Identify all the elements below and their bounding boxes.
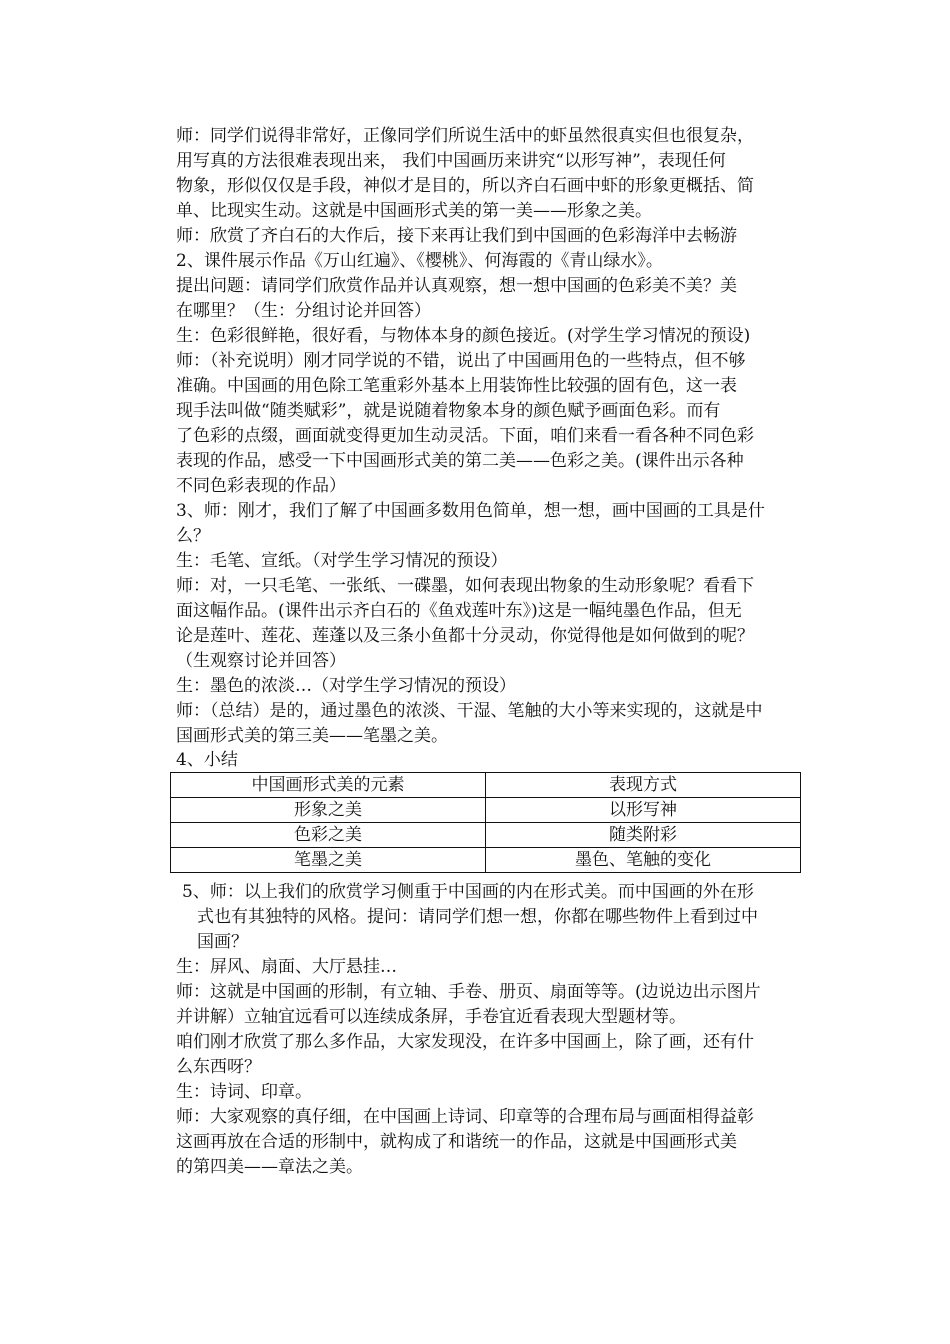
text-line: 么？ — [176, 526, 210, 546]
text-line: 师：对，一只毛笔、一张纸、一碟墨，如何表现出物象的生动形象呢？看看下 — [176, 576, 754, 596]
text-line: 的第四美——章法之美。 — [176, 1157, 363, 1177]
text-line: 师：（补充说明）刚才同学说的不错，说出了中国画用色的一些特点，但不够 — [176, 351, 746, 371]
text-line: 国画？ — [197, 932, 248, 952]
table-row — [171, 798, 801, 823]
table-header-cell: 中国画形式美的元素 — [171, 773, 486, 798]
text-line: 现手法叫做“随类赋彩”，就是说随着物象本身的颜色赋予画面色彩。而有 — [176, 401, 721, 421]
text-line: 物象，形似仅仅是手段，神似才是目的，所以齐白石画中虾的形象更概括、简 — [176, 176, 754, 196]
text-line: 国画形式美的第三美——笔墨之美。 — [176, 726, 448, 746]
text-line: 生：色彩很鲜艳，很好看，与物体本身的颜色接近。(对学生学习情况的预设) — [176, 326, 751, 346]
text-line: 师：同学们说得非常好，正像同学们所说生活中的虾虽然很真实但也很复杂， — [176, 126, 754, 146]
table-header-cell: 表现方式 — [486, 773, 801, 798]
text-line: 么东西呀？ — [176, 1057, 261, 1077]
text-line: 式也有其独特的风格。提问：请同学们想一想，你都在哪些物件上看到过中 — [197, 907, 758, 927]
text-line: 面这幅作品。(课件出示齐白石的《鱼戏莲叶东》)这是一幅纯墨色作品，但无 — [176, 601, 742, 621]
text-line: 论是莲叶、莲花、莲蓬以及三条小鱼都十分灵动，你觉得他是如何做到的呢？ — [176, 626, 754, 646]
text-line: 并讲解）立轴宜远看可以连续成条屏，手卷宜近看表现大型题材等。 — [176, 1007, 686, 1027]
table-row — [171, 823, 801, 848]
table-cell: 色彩之美 — [171, 823, 486, 848]
table-cell: 墨色、笔触的变化 — [486, 848, 801, 873]
text-line: 提出问题：请同学们欣赏作品并认真观察，想一想中国画的色彩美不美？美 — [176, 276, 737, 296]
text-line: 不同色彩表现的作品） — [176, 476, 346, 496]
table-cell: 以形写神 — [486, 798, 801, 823]
table-cell: 随类附彩 — [486, 823, 801, 848]
text-line: 用写真的方法很难表现出来， 我们中国画历来讲究“以形写神”，表现任何 — [176, 151, 726, 171]
text-line: 生：墨色的浓淡…（对学生学习情况的预设） — [176, 676, 516, 696]
section-heading: 4、小结 — [176, 750, 238, 770]
summary-table — [170, 772, 801, 873]
table-cell: 形象之美 — [171, 798, 486, 823]
text-line: 师：欣赏了齐白石的大作后，接下来再让我们到中国画的色彩海洋中去畅游 — [176, 226, 737, 246]
table-row — [171, 848, 801, 873]
text-line: 咱们刚才欣赏了那么多作品，大家发现没，在许多中国画上，除了画，还有什 — [176, 1032, 754, 1052]
text-line: 在哪里？（生：分组讨论并回答） — [176, 301, 431, 321]
text-line: 生：诗词、印章。 — [176, 1082, 312, 1102]
text-line: 单、比现实生动。这就是中国画形式美的第一美——形象之美。 — [176, 201, 652, 221]
text-line: 2、课件展示作品《万山红遍》、《樱桃》、何海霞的《青山绿水》。 — [176, 251, 663, 271]
text-line: 师：（总结）是的，通过墨色的浓淡、干湿、笔触的大小等来实现的，这就是中 — [176, 701, 763, 721]
text-line: 这画再放在合适的形制中，就构成了和谐统一的作品，这就是中国画形式美 — [176, 1132, 737, 1152]
text-line: （生观察讨论并回答） — [176, 651, 346, 671]
table-header-row — [171, 773, 801, 798]
text-line: 师：大家观察的真仔细，在中国画上诗词、印章等的合理布局与画面相得益彰 — [176, 1107, 754, 1127]
text-line: 5、师：以上我们的欣赏学习侧重于中国画的内在形式美。而中国画的外在形 — [182, 882, 754, 902]
text-line: 生：屏风、扇面、大厅悬挂… — [176, 957, 397, 977]
table-cell: 笔墨之美 — [171, 848, 486, 873]
text-line: 3、师：刚才，我们了解了中国画多数用色简单，想一想，画中国画的工具是什 — [176, 501, 765, 521]
text-line: 准确。中国画的用色除工笔重彩外基本上用装饰性比较强的固有色，这一表 — [176, 376, 737, 396]
text-line: 了色彩的点缀，画面就变得更加生动灵活。下面，咱们来看一看各种不同色彩 — [176, 426, 754, 446]
text-line: 生：毛笔、宣纸。（对学生学习情况的预设） — [176, 551, 508, 571]
text-line: 表现的作品，感受一下中国画形式美的第二美——色彩之美。(课件出示各种 — [176, 451, 744, 471]
text-line: 师：这就是中国画的形制，有立轴、手卷、册页、扇面等等。(边说边出示图片 — [176, 982, 761, 1002]
